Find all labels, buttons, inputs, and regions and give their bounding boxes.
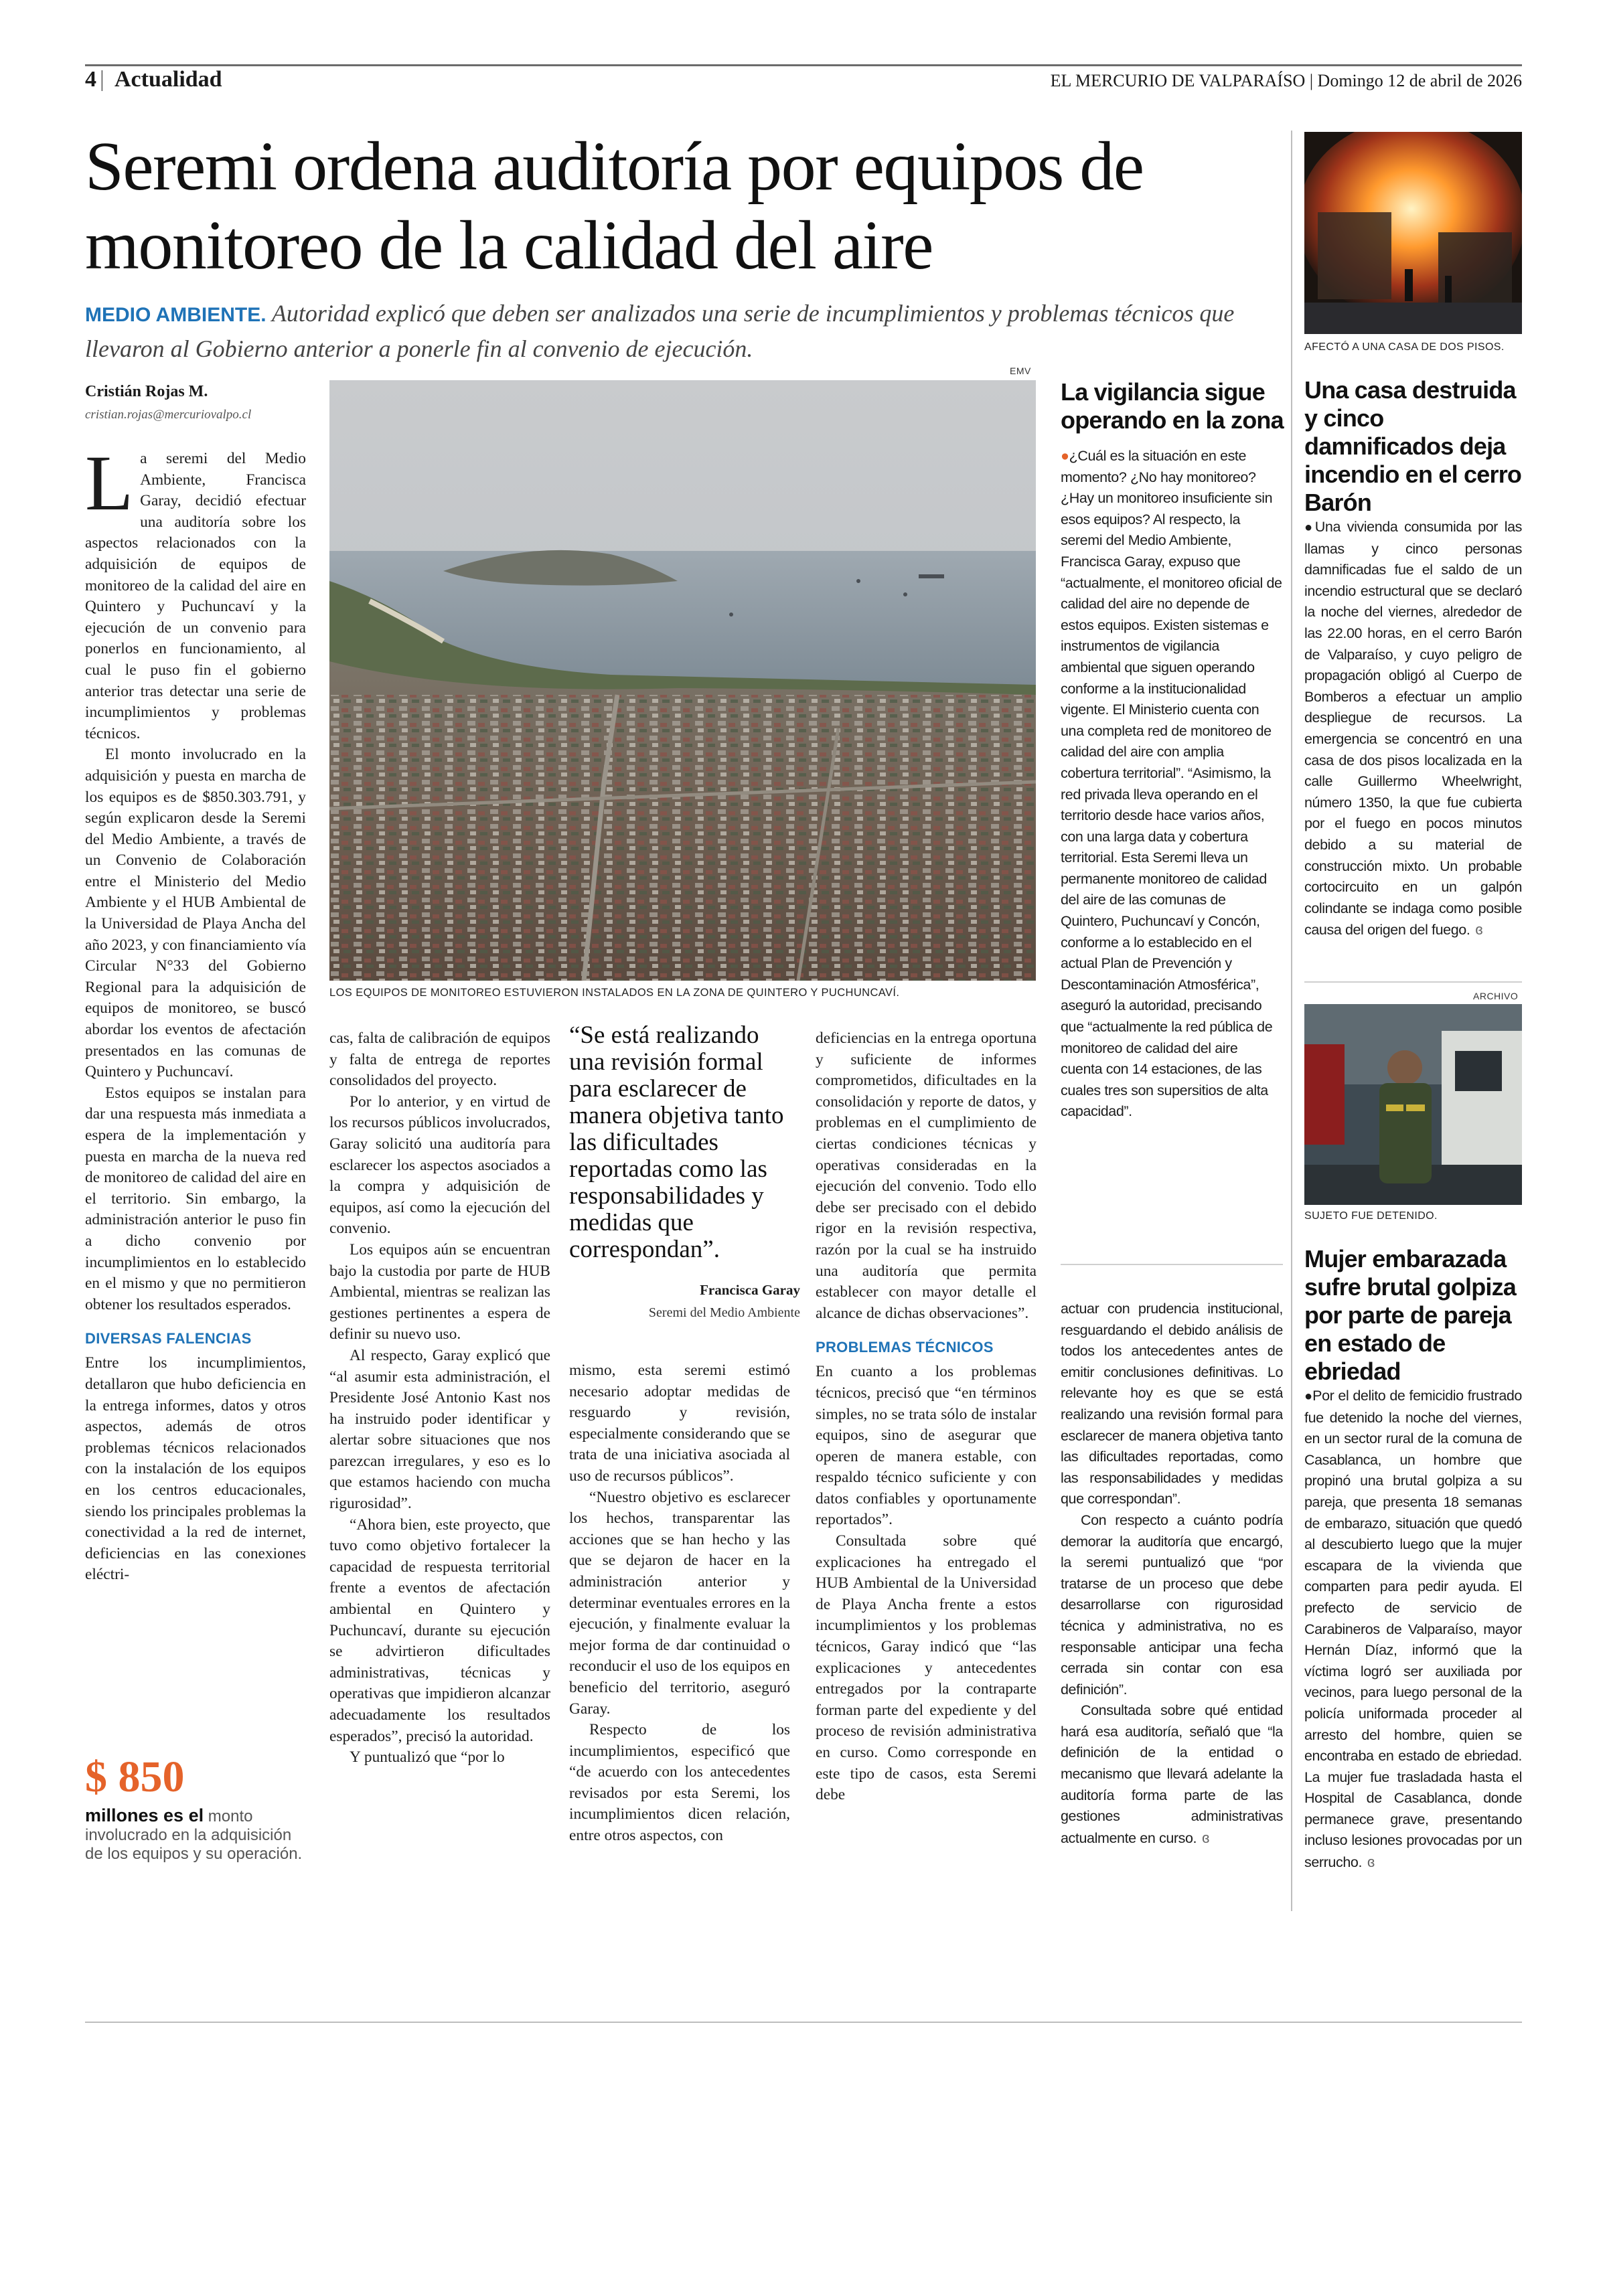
stat-unit: millones es el (85, 1805, 204, 1825)
author-email: cristian.rojas@mercuriovalpo.cl (85, 408, 252, 422)
stat-text (85, 1806, 306, 1864)
paragraph: actuar con prudencia institucional, resguardando el debido análisis de todos los antecedentes antes de emitir conclusiones definitivas. Lo relevante hoy es que se está realizando una revisión formal para esclarecer de manera objetiva tanto las dificultades reportadas, como las responsabilidades y medidas que correspondan”. (1061, 1301, 1283, 1507)
black-bullet: ● (1304, 1389, 1313, 1404)
big-stat (85, 1754, 306, 1864)
headline: Seremi ordena auditoría por equipos de monitoreo de la calidad del aire (85, 128, 1144, 284)
fire-photo (1304, 132, 1522, 334)
fire-brief-title: Una casa destruida y cinco damnificados deja incendio en el cerro Barón (1304, 376, 1522, 516)
paragraph: deficiencias en la entrega oportuna y suficiente de informes comprometidos, dificultades en la consolidación y reporte de datos, y problemas en el cumplimiento de ciertas condiciones técnicas y operativas consideradas en la ejecución del convenio. Todo ello debe ser precisado con el debido rigor en la revisión respectiva, razón por la cual se ha instruido una auditoría que permita establecer con mayor detalle el alcance de dichas observaciones”. (816, 1030, 1037, 1322)
paragraph: “Ahora bien, este proyecto, que tuvo como objetivo fortalecer la capacidad de respuesta territorial frente a eventos de afectación ambiental en Quintero y Puchuncaví, durante su ejecución se advirtieron dificultades administrativas, técnicas y operativas que impidieron alcanzar adecuadamente los resultados esperados”, precisó la autoridad. (329, 1515, 550, 1745)
photo-caption: LOS EQUIPOS DE MONITOREO ESTUVIERON INSTALADOS EN LA ZONA DE QUINTERO Y PUCHUNCAVÍ. (329, 987, 900, 999)
byline (85, 383, 313, 422)
top-rule (85, 64, 1522, 66)
column-divider (1291, 131, 1292, 1911)
brief-rule (1304, 981, 1522, 983)
fire-brief-body (1304, 517, 1522, 969)
paragraph: Por lo anterior, y en virtud de los recursos públicos involucrados, Garay solicitó una auditoría para esclarecer los aspectos asociados a la compra y adquisición de equipos, así como la ejecución del convenio. (329, 1092, 550, 1238)
paragraph: Al respecto, Garay explicó que “al asumir esta administración, el Presidente José Antonio Kast nos ha instruido poder identificar y alertar sobre situaciones que nos parezcan irregulares, y eso es lo que estamos haciendo con mucha rigurosidad”. (329, 1346, 550, 1513)
stat-description: monto involucrado en la adquisición de los equipos y su operación. (85, 1807, 303, 1863)
deck-text: Autoridad explicó que deben ser analizados una serie de incumplimientos y problemas técnicos que llevaron al Gobierno anterior a ponerle fin al convenio de ejecución. (85, 300, 1235, 362)
photo-credit: EMV (1010, 365, 1031, 376)
end-mark: ɞ (1202, 1829, 1209, 1846)
bottom-rule (85, 2022, 1522, 2023)
author-name: Cristián Rojas M. (85, 383, 208, 400)
fire-brief-text: Una vivienda consumida por las llamas y cinco personas damnificadas fue el saldo de un incendio estructural que se declaró la noche del viernes, alrededor de las 22.00 horas, en el cerro Barón de Valparaíso, y cuyo peligro de propagación obligó al Cuerpo de Bomberos a efectuar un amplio despliegue de recursos. La emergencia se concentró en una casa de dos pisos localizada en la calle Guillermo Wheelwright, número 1350, la que fue cubierta por el fuego en pocos minutos debido a su material de construcción mixto. Un probable cortocircuito en un galpón colindante se indaga como posible causa del origen del fuego. (1304, 519, 1522, 938)
paragraph (85, 448, 306, 744)
paragraph: Entre los incumplimientos, detallaron que hubo deficiencia en la entrega informes, datos y otros aspectos, además de otros problemas técnicos relacionados con la instalación de los equipos en los centros educacionales, siendo los principales problemas la conectividad a la red de internet, deficiencias en las conexiones eléctri- (85, 1354, 306, 1584)
arrest-brief-body (1304, 1386, 1522, 1911)
arrest-photo-caption: SUJETO FUE DETENIDO. (1304, 1210, 1438, 1222)
paragraph: Respecto de los incumplimientos, especificó que “de acuerdo con los antecedentes revisados por esta Seremi, los incumplimientos dicen relación, entre otros aspectos, con (569, 1721, 790, 1845)
subhead-problemas: PROBLEMAS TÉCNICOS (816, 1339, 994, 1356)
subhead-falencias: DIVERSAS FALENCIAS (85, 1330, 252, 1347)
arrest-photo-credit: ARCHIVO (1473, 991, 1519, 1001)
arrest-brief-text: Por el delito de femicidio frustrado fue detenido la noche del viernes, en un sector rural de la comuna de Casablanca, un hombre que propinó una brutal golpiza a su pareja, que presenta 18 semanas de embarazo, situación que quedó al descubierto luego que la mujer escapara de la vivienda que comparten para pedir ayuda. El prefecto de servicio de Carabineros de Valparaíso, mayor Hernán Díaz, informó que la víctima logró ser auxiliada por vecinos, para luego personal de la policía uniformada proceder al arresto del hombre, quien se encontraba en estado de ebriedad. La mujer fue trasladada hasta el Hospital de Casablanca, donde permanece grave, presentando incluso lesiones provocadas por un serrucho. (1304, 1388, 1522, 1871)
paragraph: El monto involucrado en la adquisición y puesta en marcha de los equipos es de $850.303.791, y según explicaron desde la Seremi del Medio Ambiente, a través de un Convenio de Colaboración entre el Ministerio del Medio Ambiente y el HUB Ambiental de la Universidad de Playa Ancha del año 2023, y con financiamiento vía Circular N°33 del Gobierno Regional para la adquisición de equipos de monitoreo, se buscó abordar los eventos de afectación presentados en las comunas de Quintero y Puchuncaví. (85, 746, 306, 1081)
sidebar-text: ¿Cuál es la situación en este momento? ¿No hay monitoreo? ¿Hay un monitoreo insuficiente sin esos equipos? Al respecto, la seremi del Medio Ambiente, Francisca Garay, expuso que “actualmente, el monitoreo oficial de calidad del aire no depende de estos equipos. Existen sistemas e instrumentos de vigilancia ambiental que siguen operando conforme a la institucionalidad vigente. El Ministerio cuenta con una completa red de monitoreo de calidad del aire con amplia cobertura territorial”. “Asimismo, la red privada lleva operando en el territorio desde hace varios años, con una larga data y cobertura territorial. Esta Seremi lleva un permanente monitoreo de calidad del aire de las comunas de Quintero, Puchuncaví y Concón, conforme a lo establecido en el actual Plan de Prevención y Descontaminación Atmosférica”, aseguró la autoridad, precisando que “actualmente la red pública de monitoreo de calidad del aire cuenta con 14 estaciones, de las cuales tres son supersitios de alta capacidad”. (1061, 448, 1282, 1120)
arrest-photo (1304, 1004, 1522, 1205)
drop-cap: L (85, 448, 134, 527)
sidebar-body (1061, 446, 1283, 1262)
paragraph (1061, 1700, 1283, 1849)
issue-date: Domingo 12 de abril de 2026 (1317, 71, 1522, 90)
paragraph-text: a seremi del Medio Ambiente, Francisca Garay, decidió efectuar una auditoría sobre los aspectos relacionados con la adquisición de equipos de monitoreo de la calidad del aire en Quintero y Puchuncaví y la ejecución de un convenio para ponerlos en funcionamiento, al cual le puso fin el gobierno anterior tras detectar una serie de incumplimientos y problemas técnicos. (85, 450, 306, 742)
end-mark: ɞ (1367, 1854, 1375, 1871)
pull-quote (569, 1022, 800, 1321)
end-mark: ɞ (1475, 921, 1483, 938)
arrest-brief-title: Mujer embarazada sufre brutal golpiza por parte de pareja en estado de ebriedad (1304, 1245, 1517, 1385)
article-column-3 (569, 1360, 790, 1902)
deck (85, 297, 1284, 365)
stat-value: $ 850 (85, 1752, 185, 1801)
paragraph: mismo, esta seremi estimó necesario adoptar medidas de resguardo y revisión, especialmente considerando que se trata de una iniciativa asociada al uso de recursos públicos”. (569, 1362, 790, 1485)
quote-author: Francisca Garay (700, 1282, 800, 1298)
quote-text: “Se está realizando una revisión formal para esclarecer de manera objetiva tanto las dificultades reportadas como las responsabilidades y medidas que correspondan”. (569, 1021, 784, 1263)
article-column-5 (1061, 1299, 1283, 1904)
paragraph: Los equipos aún se encuentran bajo la custodia por parte de HUB Ambiental, mientras se realizan las gestiones pertinentes a espera de definir su nuevo uso. (329, 1240, 550, 1343)
paragraph: En cuanto a los problemas técnicos, precisó que “en términos simples, no se trata sólo de instalar equipos, sino de asegurar que operen de manera estable, con respaldo técnico suficiente y con datos confiables y oportunamente reportados”. (816, 1363, 1037, 1529)
aerial-photo (329, 380, 1036, 981)
paragraph: “Nuestro objetivo es esclarecer los hechos, transparentar las acciones que se han hecho y las que se dejaron de hacer en la administración anterior y determinar eventuales errores en la ejecución, y finalmente evaluar la mejor forma de dar continuidad o reconducir el uso de los equipos en beneficio del territorio, aseguró Garay. (569, 1488, 790, 1718)
running-head (85, 67, 1522, 98)
paper-line: EL MERCURIO DE VALPARAÍSO | Domingo 12 de abril de 2026 (1050, 71, 1522, 90)
fire-image (1304, 132, 1522, 334)
orange-bullet: ● (1061, 448, 1069, 464)
aerial-town-image (329, 380, 1036, 981)
sidebar-rule (1061, 1264, 1283, 1265)
paragraph-text: Consultada sobre qué entidad hará esa auditoría, señaló que “la definición de la entidad o mecanismo que llevará adelante la auditoría forma parte de las gestiones administrativas actualmente en curso. (1061, 1702, 1283, 1846)
kicker: MEDIO AMBIENTE. (85, 304, 266, 326)
article-column-2 (329, 1028, 550, 1898)
paragraph: cas, falta de calibración de equipos y falta de entrega de reportes consolidados del proyecto. (329, 1030, 550, 1090)
section-name: Actualidad (114, 67, 222, 92)
fire-photo-caption: AFECTÓ A UNA CASA DE DOS PISOS. (1304, 341, 1505, 353)
quote-role: Seremi del Medio Ambiente (648, 1305, 800, 1320)
paragraph: Consultada sobre qué explicaciones ha entregado el HUB Ambiental de la Universidad de Playa Ancha frente a estos incumplimientos y los problemas técnicos, Garay indicó que “las explicaciones y antecedentes entregados por la contraparte forman parte del expediente y del proceso de revisión administrativa en curso. Como corresponde en este tipo de casos, esta Seremi debe (816, 1532, 1037, 1804)
police-image (1304, 1004, 1522, 1205)
paragraph: Estos equipos se instalan para dar una respuesta más inmediata a espera de la implementación y puesta en marcha de la nueva red de monitoreo de calidad del aire en el territorio. Sin embargo, la administración anterior le puso fin a dicho convenio por incumplimientos en lo establecido en el mismo y que no permitieron obtener los resultados esperados. (85, 1084, 306, 1313)
paragraph: Y puntualizó que “por lo (350, 1748, 505, 1767)
page-number: 4 (85, 67, 96, 92)
paragraph: Con respecto a cuánto podría demorar la auditoría que encargó, la seremi puntualizó que “por tratarse de un proceso que debe desarrollarse con rigurosidad técnica y administrativa, no es responsable anticipar una fecha cerrada sin contar con esa definición”. (1061, 1511, 1283, 1698)
sidebar-title: La vigilancia sigue operando en la zona (1061, 378, 1284, 434)
article-column-1 (85, 448, 306, 1740)
article-column-4 (816, 1028, 1037, 1898)
separator: | (100, 67, 104, 92)
newspaper-name: EL MERCURIO DE VALPARAÍSO (1050, 71, 1306, 90)
black-bullet: ● (1304, 520, 1315, 535)
